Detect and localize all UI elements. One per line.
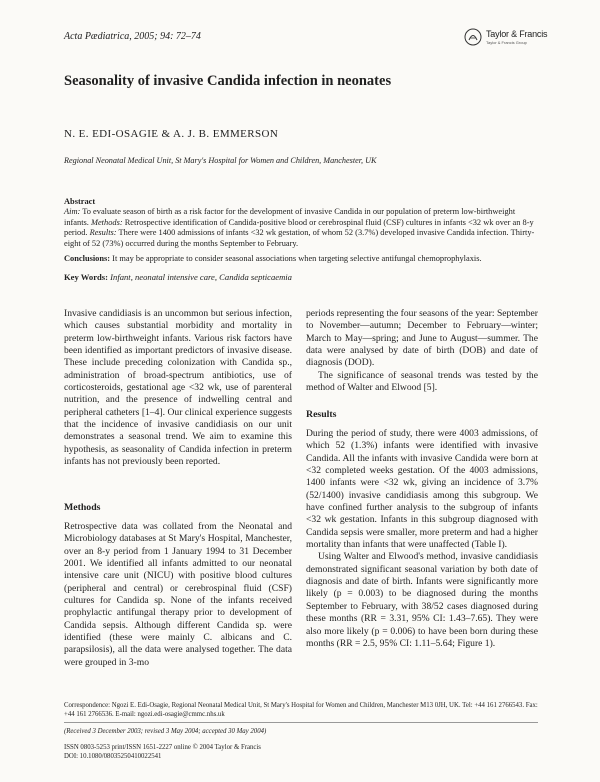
received-dates: (Received 3 December 2003; revised 3 May 2004; accepted 30 May 2004) — [64, 728, 267, 735]
methods-heading: Methods — [64, 502, 101, 513]
issn: ISSN 0803-5253 print/ISSN 1651-2227 online © 2004 Taylor & Francis — [64, 744, 261, 751]
keywords — [64, 272, 292, 282]
intro-text: Invasive candidiasis is an uncommon but serious infection, which causes substantial morbidity and mortality in preterm low-birthweight infants. Various risk factors have been identified as important predictors of invasive disease. These include preceding colonization with Candida sp., administration of broad-spectrum antibiotics, use of corticosteroids, gestational age <32 wk, use of parenteral nutrition, and the presence of indwelling central and peripheral catheters [1–4]. Our clinical experience suggests that the incidence of invasive candidiasis on our unit demonstrates a seasonal trend. We aim to examine this hypothesis, as seasonality of Candida infection in preterm infants has not previously been reported. — [64, 308, 292, 468]
results-text: There were 1400 admissions of infants <32 wk gestation, of whom 52 (3.7%) developed invasive Candida infection. Thirty-eight of 52 (73%) occurred during the months September to February. — [64, 228, 535, 248]
results-section — [306, 428, 538, 650]
publisher-logo — [464, 26, 548, 50]
article-title: Seasonality of invasive Candida infection in neonates — [64, 73, 392, 89]
correspondence: Correspondence: Ngozi E. Edi-Osagie, Regional Neonatal Medical Unit, St Mary's Hospital for Women and Children, Manchester M13 0JH, UK. Tel: +44 161 2766543. Fax: +44 161 2766536. E-mail: ngozi.edi-osagie@cmmc.nhs.uk — [64, 702, 538, 718]
footer-divider — [64, 722, 538, 723]
publisher-emblem-icon — [464, 28, 482, 46]
results-para-2: Using Walter and Elwood's method, invasive candidiasis demonstrated significant seasonal variation by both date of diagnosis and date of birth. Infants were significantly more likely (p = 0.003) to be diagnosed during the months September to February, with 38/52 cases diagnosed during these months (RR = 3.31, 95% CI: 1.43–7.65). They were also more likely (p = 0.006) to have been born during these months (RR = 2.5, 95% CI: 1.11–5.64; Figure 1). — [306, 551, 538, 649]
methods-cont-text: periods representing the four seasons of the year: September to November—autumn; December to February—winter; March to May—spring; and June to August—summer. The data were analysed by date of birth (DOB) and date of diagnosis (DOD). — [306, 308, 538, 369]
conclusion-label: Conclusions: — [64, 254, 111, 264]
conclusion-text: It may be appropriate to consider seasonal associations when targeting selective antifungal chemoprophylaxis. — [112, 254, 482, 264]
methods-text: Retrospective data was collated from the Neonatal and Microbiology databases at St Mary's Hospital, Manchester, over an 8-y period from 1 January 1994 to 31 December 2001. We identified all infants admitted to our neonatal intensive care unit (NICU) with positive blood cultures (peripheral and central) or cerebrospinal fluid (CSF) cultures for Candida sp. None of the infants received prophylactic antifungal therapy prior to development of Candida sepsis. Although different Candida sp. were identified (these were mainly C. albicans and C. parapsilosis), all the data were analysed together. The data were grouped in 3-mo — [64, 521, 292, 668]
aim-text: To evaluate season of birth as a risk factor for the development of invasive Candida in our population of preterm low-birthweight infants. — [64, 207, 516, 227]
results-heading: Results — [306, 409, 337, 420]
keywords-text: Infant, neonatal intensive care, Candida septicaemia — [110, 272, 292, 282]
abstract-body — [64, 207, 538, 249]
methods-text: Retrospective identification of Candida-positive blood or cerebrospinal fluid (CSF) cultures in infants <32 wk over an 8-y period. — [64, 217, 534, 238]
authors: N. E. EDI-OSAGIE & A. J. B. EMMERSON — [64, 128, 279, 140]
intro-paragraph — [64, 308, 292, 468]
abstract-heading: Abstract — [64, 197, 96, 206]
methods-section — [64, 521, 292, 669]
significance-text: The significance of seasonal trends was tested by the method of Walter and Elwood [5]. — [306, 369, 538, 394]
publisher-tagline: Taylor & Francis Group — [486, 40, 527, 45]
methods-label: Methods: — [90, 217, 123, 227]
journal-citation: Acta Pædiatrica, 2005; 94: 72–74 — [64, 31, 201, 42]
publisher-name: Taylor & Francis — [486, 29, 548, 39]
affiliation: Regional Neonatal Medical Unit, St Mary's Hospital for Women and Children, Manchester, UK — [64, 156, 377, 165]
aim-label: Aim: — [64, 207, 81, 217]
methods-continued — [306, 308, 538, 394]
conclusion — [64, 254, 538, 264]
results-label: Results: — [89, 228, 117, 238]
doi: DOI: 10.1080/08035250410022541 — [64, 753, 162, 760]
keywords-label: Key Words: — [64, 272, 109, 282]
abstract — [64, 197, 538, 264]
results-para-1: During the period of study, there were 4003 admissions, of which 52 (1.3%) infants were identified with invasive Candida. All the infants with invasive Candida were born at <32 completed weeks gestation. Of the 4003 admissions, 1400 infants were <32 wk, giving an incidence of 3.7% (52/1400) invasive candidiasis among this subgroup. We have confined further analysis to the subgroup of infants <32 wk gestation. Infants in this subgroup diagnosed with Candida sepsis were smaller, more preterm and had a higher mortality than infants that were unaffected (Table I). — [306, 428, 538, 551]
